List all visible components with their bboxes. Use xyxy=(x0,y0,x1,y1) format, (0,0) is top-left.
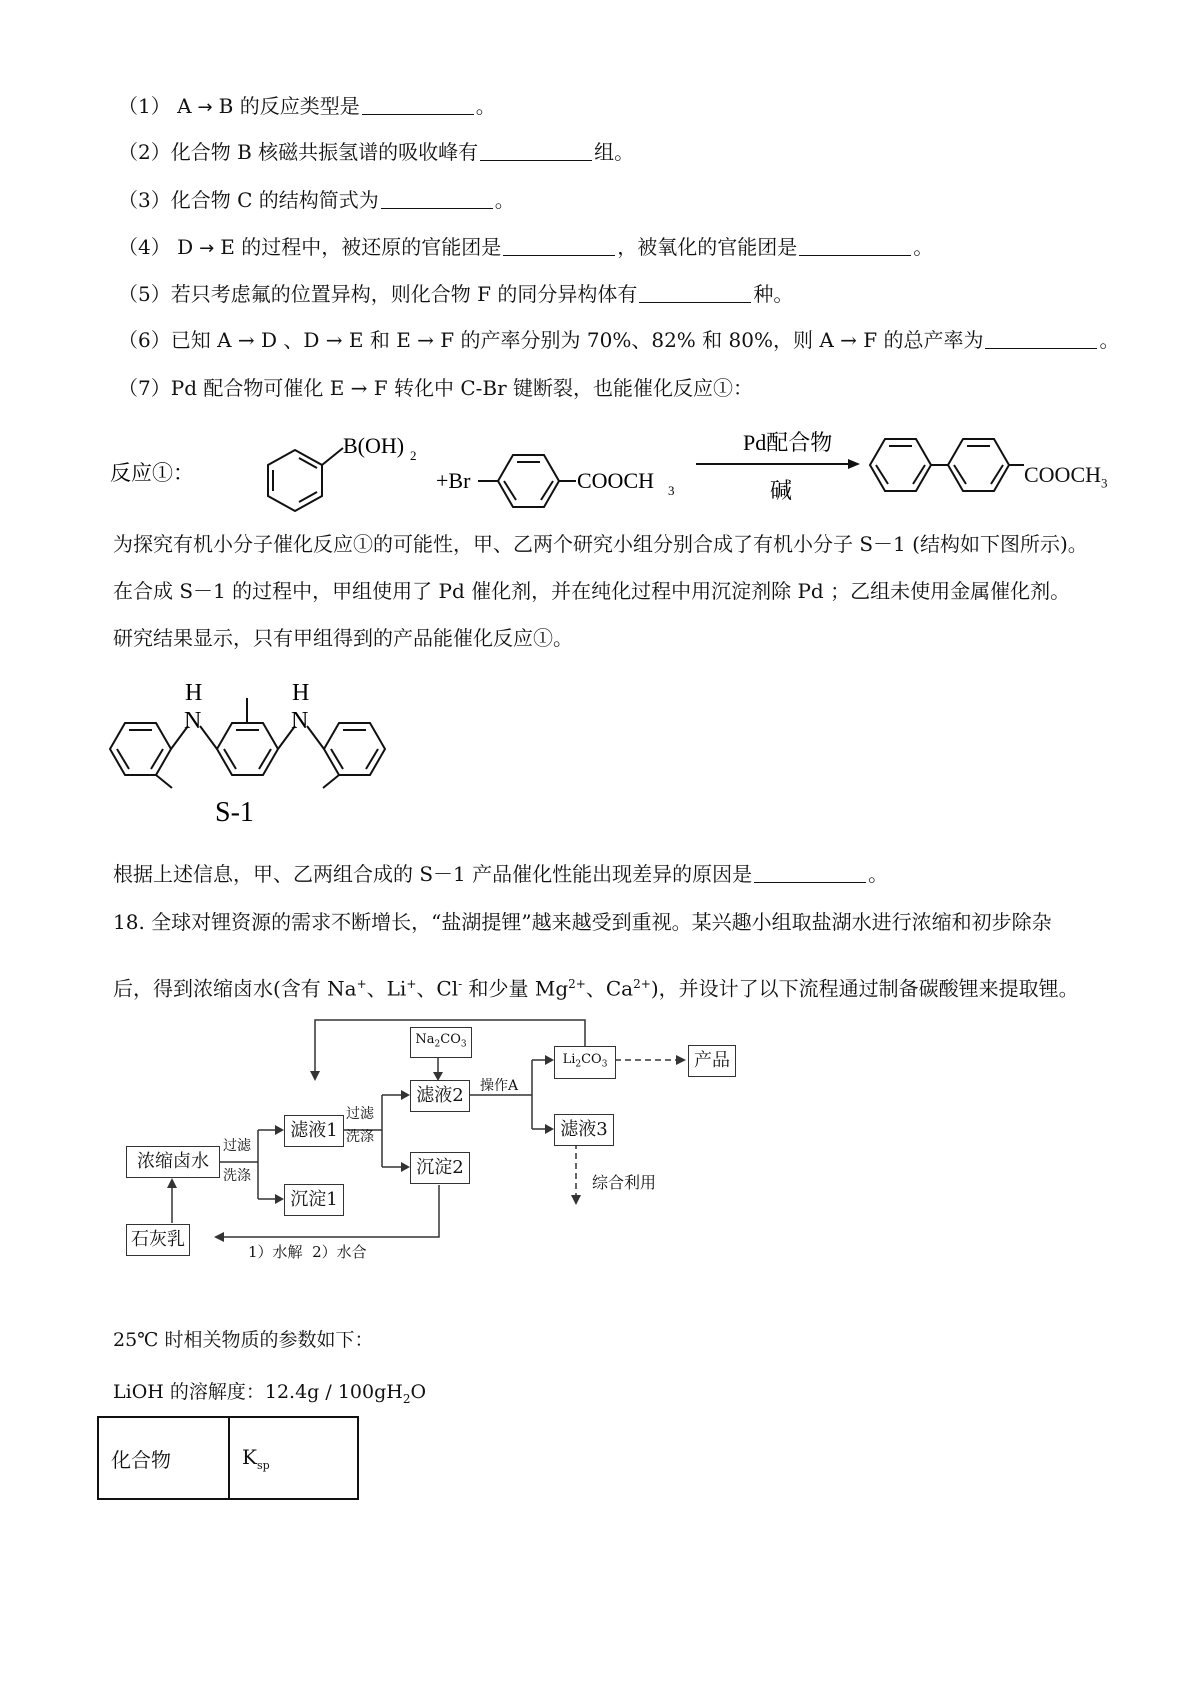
answer-blank[interactable] xyxy=(503,237,615,256)
flowchart xyxy=(120,1015,740,1261)
formula-part: CO xyxy=(581,1052,602,1067)
na2co3-box xyxy=(410,1027,472,1058)
precip1-box: 沉淀1 xyxy=(284,1184,344,1216)
q18-text: )，并设计了以下流程通过制备碳酸锂来提取锂。 xyxy=(650,976,1079,1001)
q18-line1: 18. 全球对锂资源的需求不断增长，“盐湖提锂”越来越受到重视。某兴趣小组取盐湖水进行浓缩和初步除杂 xyxy=(113,910,1052,934)
q7-answer xyxy=(113,860,888,888)
arrow-icon: → xyxy=(197,97,213,118)
answer-blank[interactable] xyxy=(754,864,866,883)
q1-num: （1） xyxy=(118,94,171,118)
step-label: 洗涤 xyxy=(346,1129,374,1145)
subscript: 2 xyxy=(575,1059,582,1070)
step-label: 过滤 xyxy=(223,1138,251,1154)
brine-box: 浓缩卤水 xyxy=(126,1146,220,1178)
q6-text: 已知 A → D 、D → E 和 E → F 的产率分别为 70%、82% 和 80%，则 A → F 的总产率为 xyxy=(170,328,984,352)
catalyst-label: Pd配合物 xyxy=(743,430,833,455)
boronic-acid-label: B(OH) xyxy=(343,433,405,458)
q6-end: 。 xyxy=(1099,328,1120,352)
q5-num: （5） xyxy=(118,282,171,306)
product-box: 产品 xyxy=(688,1045,736,1077)
solubility-line xyxy=(113,1378,426,1413)
q18-text: 、Li xyxy=(366,976,407,1001)
answer-blank[interactable] xyxy=(381,190,493,209)
question-5 xyxy=(118,280,793,308)
s1-label: S-1 xyxy=(215,797,254,826)
q18-text: 后，得到浓缩卤水(含有 Na xyxy=(113,976,357,1001)
reuse-label: 综合利用 xyxy=(592,1173,657,1192)
subscript: 3 xyxy=(1101,475,1108,491)
subscript: 2 xyxy=(434,1039,441,1050)
table-header-ksp xyxy=(229,1417,358,1499)
step-label: 洗涤 xyxy=(223,1168,251,1184)
nitrogen-label: N xyxy=(291,708,309,734)
question-3 xyxy=(118,186,515,214)
q5-end: 种。 xyxy=(753,282,794,306)
biphenyl-icon xyxy=(870,439,1024,491)
ksp-label: K xyxy=(242,1444,257,1469)
base-label: 碱 xyxy=(770,478,793,503)
benzene-ring-icon xyxy=(478,455,576,507)
table-header-compound: 化合物 xyxy=(98,1417,229,1499)
product-ester-label: COOCH xyxy=(1024,462,1102,487)
precip2-box: 沉淀2 xyxy=(410,1152,470,1184)
q18-line2 xyxy=(113,970,1079,1003)
q2-end: 组。 xyxy=(594,140,635,164)
answer-blank[interactable] xyxy=(480,142,592,161)
superscript: - xyxy=(458,977,463,991)
formula-part: CO xyxy=(440,1032,461,1047)
table-row xyxy=(98,1417,358,1499)
q3-pre: 化合物 C 的结构简式为 xyxy=(170,188,379,212)
q1-post: B 的反应类型是 xyxy=(218,94,360,118)
q18-text: 和少量 Mg xyxy=(462,976,569,1001)
li2co3-box xyxy=(554,1046,616,1079)
step-label: 操作A xyxy=(480,1078,519,1094)
s1-skeleton-icon xyxy=(110,698,385,788)
q4-mid1: E 的过程中，被还原的官能团是 xyxy=(220,235,502,259)
answer-blank[interactable] xyxy=(985,330,1097,349)
question-1 xyxy=(118,92,496,122)
ester-label: COOCH xyxy=(577,468,655,493)
hydrogen-label: H xyxy=(185,680,203,706)
solubility-text: O xyxy=(410,1381,427,1403)
subscript: 3 xyxy=(668,483,675,498)
q4-mid2: ，被氧化的官能团是 xyxy=(617,235,798,259)
solubility-text: LiOH 的溶解度：12.4g / 100gH xyxy=(113,1381,403,1403)
q18-text: 、Cl xyxy=(416,976,459,1001)
params-title: 25℃ 时相关物质的参数如下： xyxy=(113,1329,374,1351)
q5-pre: 若只考虑氟的位置异构，则化合物 F 的同分异构体有 xyxy=(170,282,638,306)
q7-answer-pre: 根据上述信息，甲、乙两组合成的 S－1 产品催化性能出现差异的原因是 xyxy=(113,862,753,886)
filtrate3-box: 滤液3 xyxy=(554,1114,614,1146)
q3-end: 。 xyxy=(494,188,515,212)
hydrogen-label: H xyxy=(292,680,310,706)
superscript: + xyxy=(406,977,417,991)
step-label: 过滤 xyxy=(346,1106,374,1122)
paragraph-line: 研究结果显示，只有甲组得到的产品能催化反应①。 xyxy=(113,626,573,650)
superscript: 2+ xyxy=(633,977,651,991)
filtrate2-box: 滤液2 xyxy=(410,1080,470,1112)
lime-box: 石灰乳 xyxy=(126,1224,190,1256)
q1-pre: A xyxy=(177,94,192,118)
bromo-label: +Br xyxy=(436,468,471,493)
formula-part: Na xyxy=(415,1032,435,1047)
subscript: sp xyxy=(256,1458,270,1472)
paragraph-line: 在合成 S－1 的过程中，甲组使用了 Pd 催化剂，并在纯化过程中用沉淀剂除 Pd ；乙组未使用金属催化剂。 xyxy=(113,579,1071,603)
subscript: 2 xyxy=(410,448,417,463)
subscript: 2 xyxy=(402,1391,411,1406)
step-label: 1）水解 2）水合 xyxy=(248,1243,367,1261)
q7-num: （7） xyxy=(118,376,171,400)
arrow-icon: → xyxy=(199,238,215,259)
superscript: 2+ xyxy=(568,977,586,991)
s1-structure xyxy=(100,676,400,826)
reaction-label: 反应①： xyxy=(110,461,194,485)
reaction-scheme xyxy=(100,418,1060,526)
q18-text: 、Ca xyxy=(585,976,634,1001)
paragraph-line: 为探究有机小分子催化反应①的可能性，甲、乙两个研究小组分别合成了有机小分子 S－1 (结构如下图所示)。 xyxy=(113,532,1088,556)
product-ester xyxy=(1024,462,1108,491)
q1-end: 。 xyxy=(475,94,496,118)
q6-num: （6） xyxy=(118,328,171,352)
benzene-ring-icon xyxy=(268,448,343,511)
q2-pre: 化合物 B 核磁共振氢谱的吸收峰有 xyxy=(170,140,479,164)
superscript: + xyxy=(356,977,367,991)
subscript: 3 xyxy=(460,1039,467,1050)
filtrate1-box: 滤液1 xyxy=(284,1115,344,1147)
nitrogen-label: N xyxy=(184,708,202,734)
reaction-arrow-icon xyxy=(696,459,860,469)
q4-pre: D xyxy=(177,235,194,259)
formula-part: Li xyxy=(562,1052,576,1067)
question-6 xyxy=(118,326,1119,354)
subscript: 3 xyxy=(601,1059,608,1070)
q2-num: （2） xyxy=(118,140,171,164)
q4-end: 。 xyxy=(913,235,934,259)
q7-text: Pd 配合物可催化 E → F 转化中 C-Br 键断裂，也能催化反应①： xyxy=(170,376,754,400)
q7-answer-end: 。 xyxy=(868,862,889,886)
question-2 xyxy=(118,138,634,166)
ksp-table xyxy=(97,1416,359,1500)
q4-num: （4） xyxy=(118,235,171,259)
answer-blank[interactable] xyxy=(639,284,751,303)
answer-blank[interactable] xyxy=(362,96,474,115)
answer-blank[interactable] xyxy=(799,237,911,256)
question-7 xyxy=(118,374,753,402)
question-4 xyxy=(118,233,933,263)
q3-num: （3） xyxy=(118,188,171,212)
